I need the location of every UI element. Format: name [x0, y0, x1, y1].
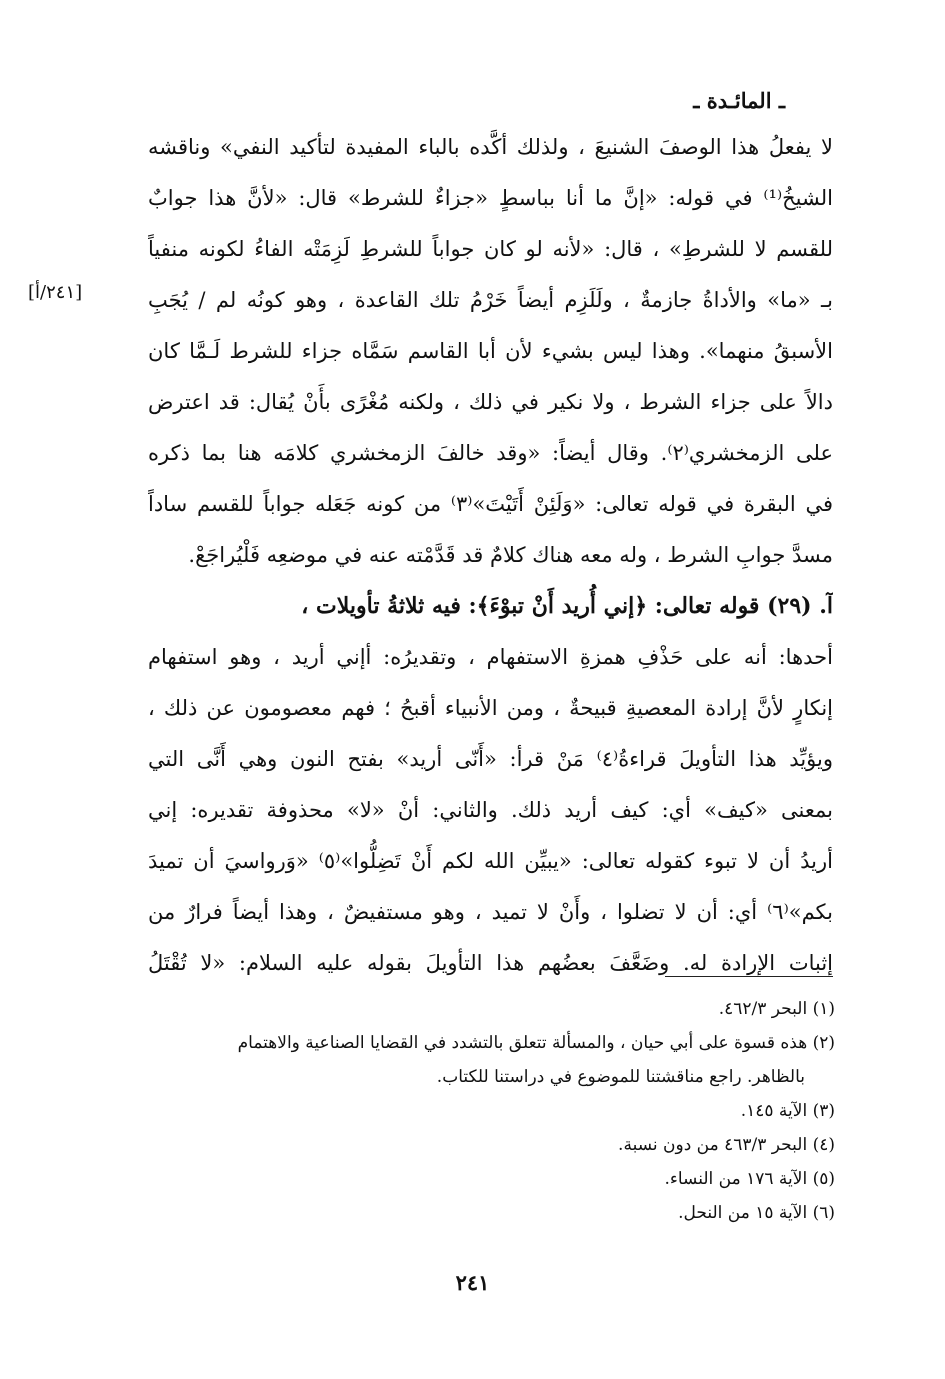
text-line: أحدها: أنه على حَذْفِ همزةِ الاستفهام ، وتقديرُه: أإني أريد ، وهو استفهام: [148, 645, 833, 669]
verse-heading: آ. (٢٩) قوله تعالى: ﴿إني أُريد أَنْ تبوْءَ﴾: فيه ثلاثةُ تأويلات ،: [301, 593, 833, 619]
running-header: ـ المائـدة ـ: [693, 88, 785, 113]
text-line: بكم»⁽٦⁾ أي: أن لا تضلوا ، وأَنْ لا تميد ، وهو مستفيضٌ ، وهذا أيضاً فرارٌ من: [148, 900, 833, 924]
text-line: أريدُ أن لا تبوء كقوله تعالى: «يبيِّن الله لكم أَنْ تَضِلُّوا»⁽٥⁾ «وَرواسيَ أن تميدَ: [148, 849, 833, 873]
text-line: للقسم لا للشرطِ» ، قال: «لأنه لو كان جواباً للشرطِ لَزِمَتْه الفاءُ لكونه منفياً: [148, 237, 833, 261]
footnote: (٢) هذه قسوة على أبي حيان ، والمسألة تتعلق بالتشدد في القضايا الصناعية والاهتمام: [237, 1033, 835, 1053]
footnote: (٥) الآية ١٧٦ من النساء.: [664, 1169, 835, 1189]
footnote: (٤) البحر ٤٦٣/٣ من دون نسبة.: [618, 1135, 835, 1155]
footnote: (١) البحر ٤٦٢/٣.: [718, 999, 835, 1019]
footnote-separator: [665, 976, 833, 977]
footnote-continuation: بالظاهر. راجع مناقشتنا للموضوع في دراستنا للكتاب.: [436, 1067, 805, 1087]
footnote: (٦) الآية ١٥ من النحل.: [678, 1203, 835, 1223]
text-line: بمعنى «كيف» أي: كيف أريد ذلك. والثاني: أنْ «لا» محذوفة تقديره: إني: [148, 798, 833, 822]
footnotes: [130, 992, 835, 1230]
text-line: ويؤيِّد هذا التأويلَ قراءةُ⁽٤⁾ مَنْ قرأ: «أَنّى أريد» بفتح النون وهي أَنَّى التي: [148, 747, 833, 771]
text-line: دالاً على جزاء الشرط ، ولا نكير في ذلك ، ولكنه مُغْرًى بأَنْ يُقال: قد اعترض: [148, 390, 833, 414]
text-line: الأسبقُ منهما». وهذا ليس بشيء لأن أبا القاسم سَمَّاه جزاء للشرط لَـمَّا كان: [148, 339, 833, 363]
page-number: ٢٤١: [455, 1270, 490, 1295]
text-line: الشيخُ⁽¹⁾ في قوله: «إنَّ ما أنا بباسطٍ «جزاءٌ للشرط» قال: «لأنَّ هذا جوابٌ: [148, 186, 833, 210]
text-line: مسدَّ جوابِ الشرط ، وله معه هناك كلامٌ قد قَدَّمْته عنه في موضعِه فَلْيُراجَعْ.: [188, 543, 833, 567]
manuscript-folio-reference: [٢٤١/أ]: [28, 282, 83, 303]
text-line: لا يفعلُ هذا الوصفَ الشنيعَ ، ولذلك أكَّده بالباء المفيدة لتأكيد النفي» وناقشه: [148, 135, 833, 159]
text-line: إثبات الإرادة له. وضَعَّفَ بعضُهم هذا التأويلَ بقوله عليه السلام: «لا تُقْتَلُ: [148, 951, 833, 975]
text-line: في البقرة في قوله تعالى: «وَلَئِنْ أَتَيْتَ»⁽٣⁾ من كونه جَعَله جواباً للقسم ساداً: [148, 492, 833, 516]
text-line: إنكارٍ لأنَّ إرادة المعصيةِ قبيحةٌ ، ومن الأنبياء أقبحُ ؛ فهم معصومون عن ذلك ،: [148, 696, 833, 720]
main-text: [148, 122, 833, 989]
text-line: على الزمخشري⁽٢⁾. وقال أيضاً: «وقد خالفَ الزمخشري كلامَه هنا بما ذكره: [148, 441, 833, 465]
text-line: بـ «ما» والأداةُ جازمةٌ ، ولَلَزِم أيضاً خَرْمُ تلك القاعدة ، وهو كونُه لم / يُجَبِ: [148, 288, 833, 312]
footnote: (٣) الآية ١٤٥.: [740, 1101, 835, 1121]
